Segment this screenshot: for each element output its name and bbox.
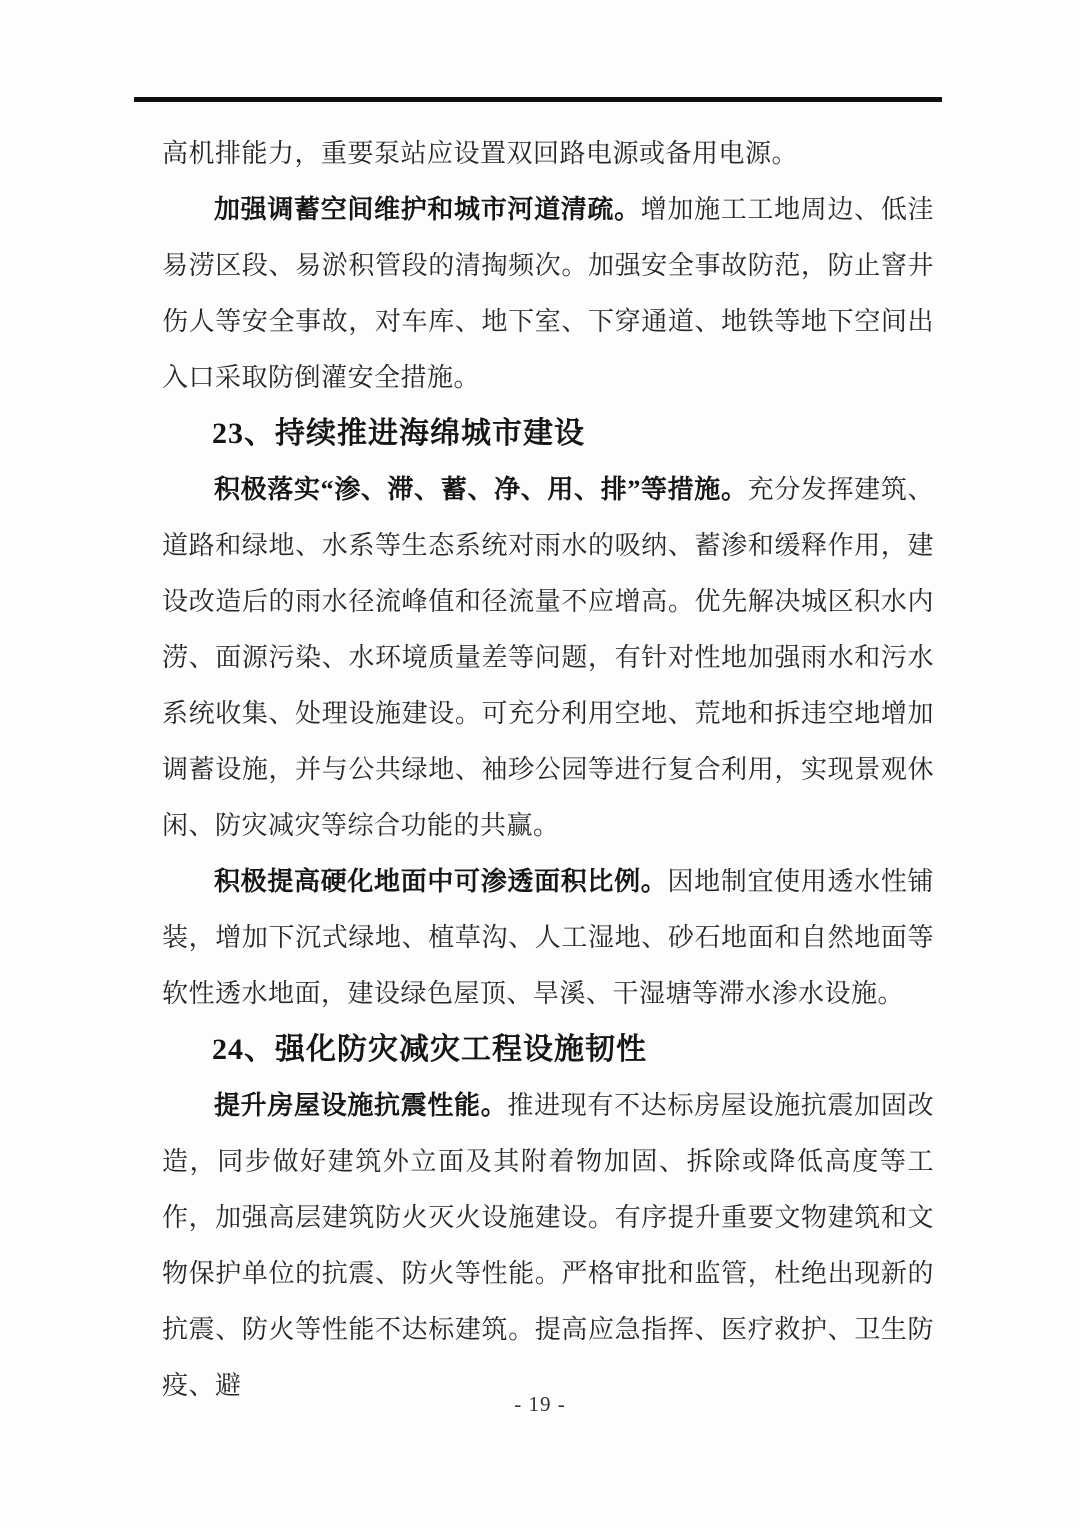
paragraph-text: 增加施工工地周边、低洼易涝区段、易淤积管段的清掏频次。加强安全事故防范，防止窨井伤人等安全事故，对车库、地下室、下穿通道、地铁等地下空间出入口采取防倒灌安全措施。 [162,195,934,392]
paragraph-text: 充分发挥建筑、道路和绿地、水系等生态系统对雨水的吸纳、蓄渗和缓释作用，建设改造后的雨水径流峰值和径流量不应增高。优先解决城区积水内涝、面源污染、水环境质量差等问题，有针对性地加强雨水和污水系统收集、处理设施建设。可充分利用空地、荒地和拆违空地增加调蓄设施，并与公共绿地、袖珍公园等进行复合利用，实现景观休闲、防灾减灾等综合功能的共赢。 [162,475,934,840]
paragraph-lead: 提升房屋设施抗震性能。 [214,1091,508,1120]
document-body [162,126,934,1414]
paragraph-permeable-ratio [162,854,934,1022]
section-heading-24: 24、强化防灾减灾工程设施韧性 [212,1033,647,1066]
section-heading-23: 23、持续推进海绵城市建设 [212,417,585,450]
paragraph-text: 推进现有不达标房屋设施抗震加固改造，同步做好建筑外立面及其附着物加固、拆除或降低高度等工作，加强高层建筑防火灭火设施建设。有序提升重要文物建筑和文物保护单位的抗震、防火等性能。严格审批和监管，杜绝出现新的抗震、防火等性能不达标建筑。提高应急指挥、医疗救护、卫生防疫、避 [162,1091,934,1400]
paragraph-sponge-measures [162,462,934,854]
paragraph-text: 高机排能力，重要泵站应设置双回路电源或备用电源。 [162,139,799,168]
page-number: - 19 - [514,1392,566,1416]
paragraph-lead: 加强调蓄空间维护和城市河道清疏。 [214,195,641,224]
header-rule [134,97,942,102]
paragraph-text: 因地制宜使用透水性铺装，增加下沉式绿地、植草沟、人工湿地、砂石地面和自然地面等软性透水地面，建设绿色屋顶、旱溪、干湿塘等滞水渗水设施。 [162,867,934,1008]
paragraph-pump-continuation [162,126,934,182]
paragraph-storage-dredging [162,182,934,406]
paragraph-seismic-resilience [162,1078,934,1414]
paragraph-lead: 积极落实“渗、滞、蓄、净、用、排”等措施。 [214,475,748,504]
paragraph-lead: 积极提高硬化地面中可渗透面积比例。 [214,867,668,896]
